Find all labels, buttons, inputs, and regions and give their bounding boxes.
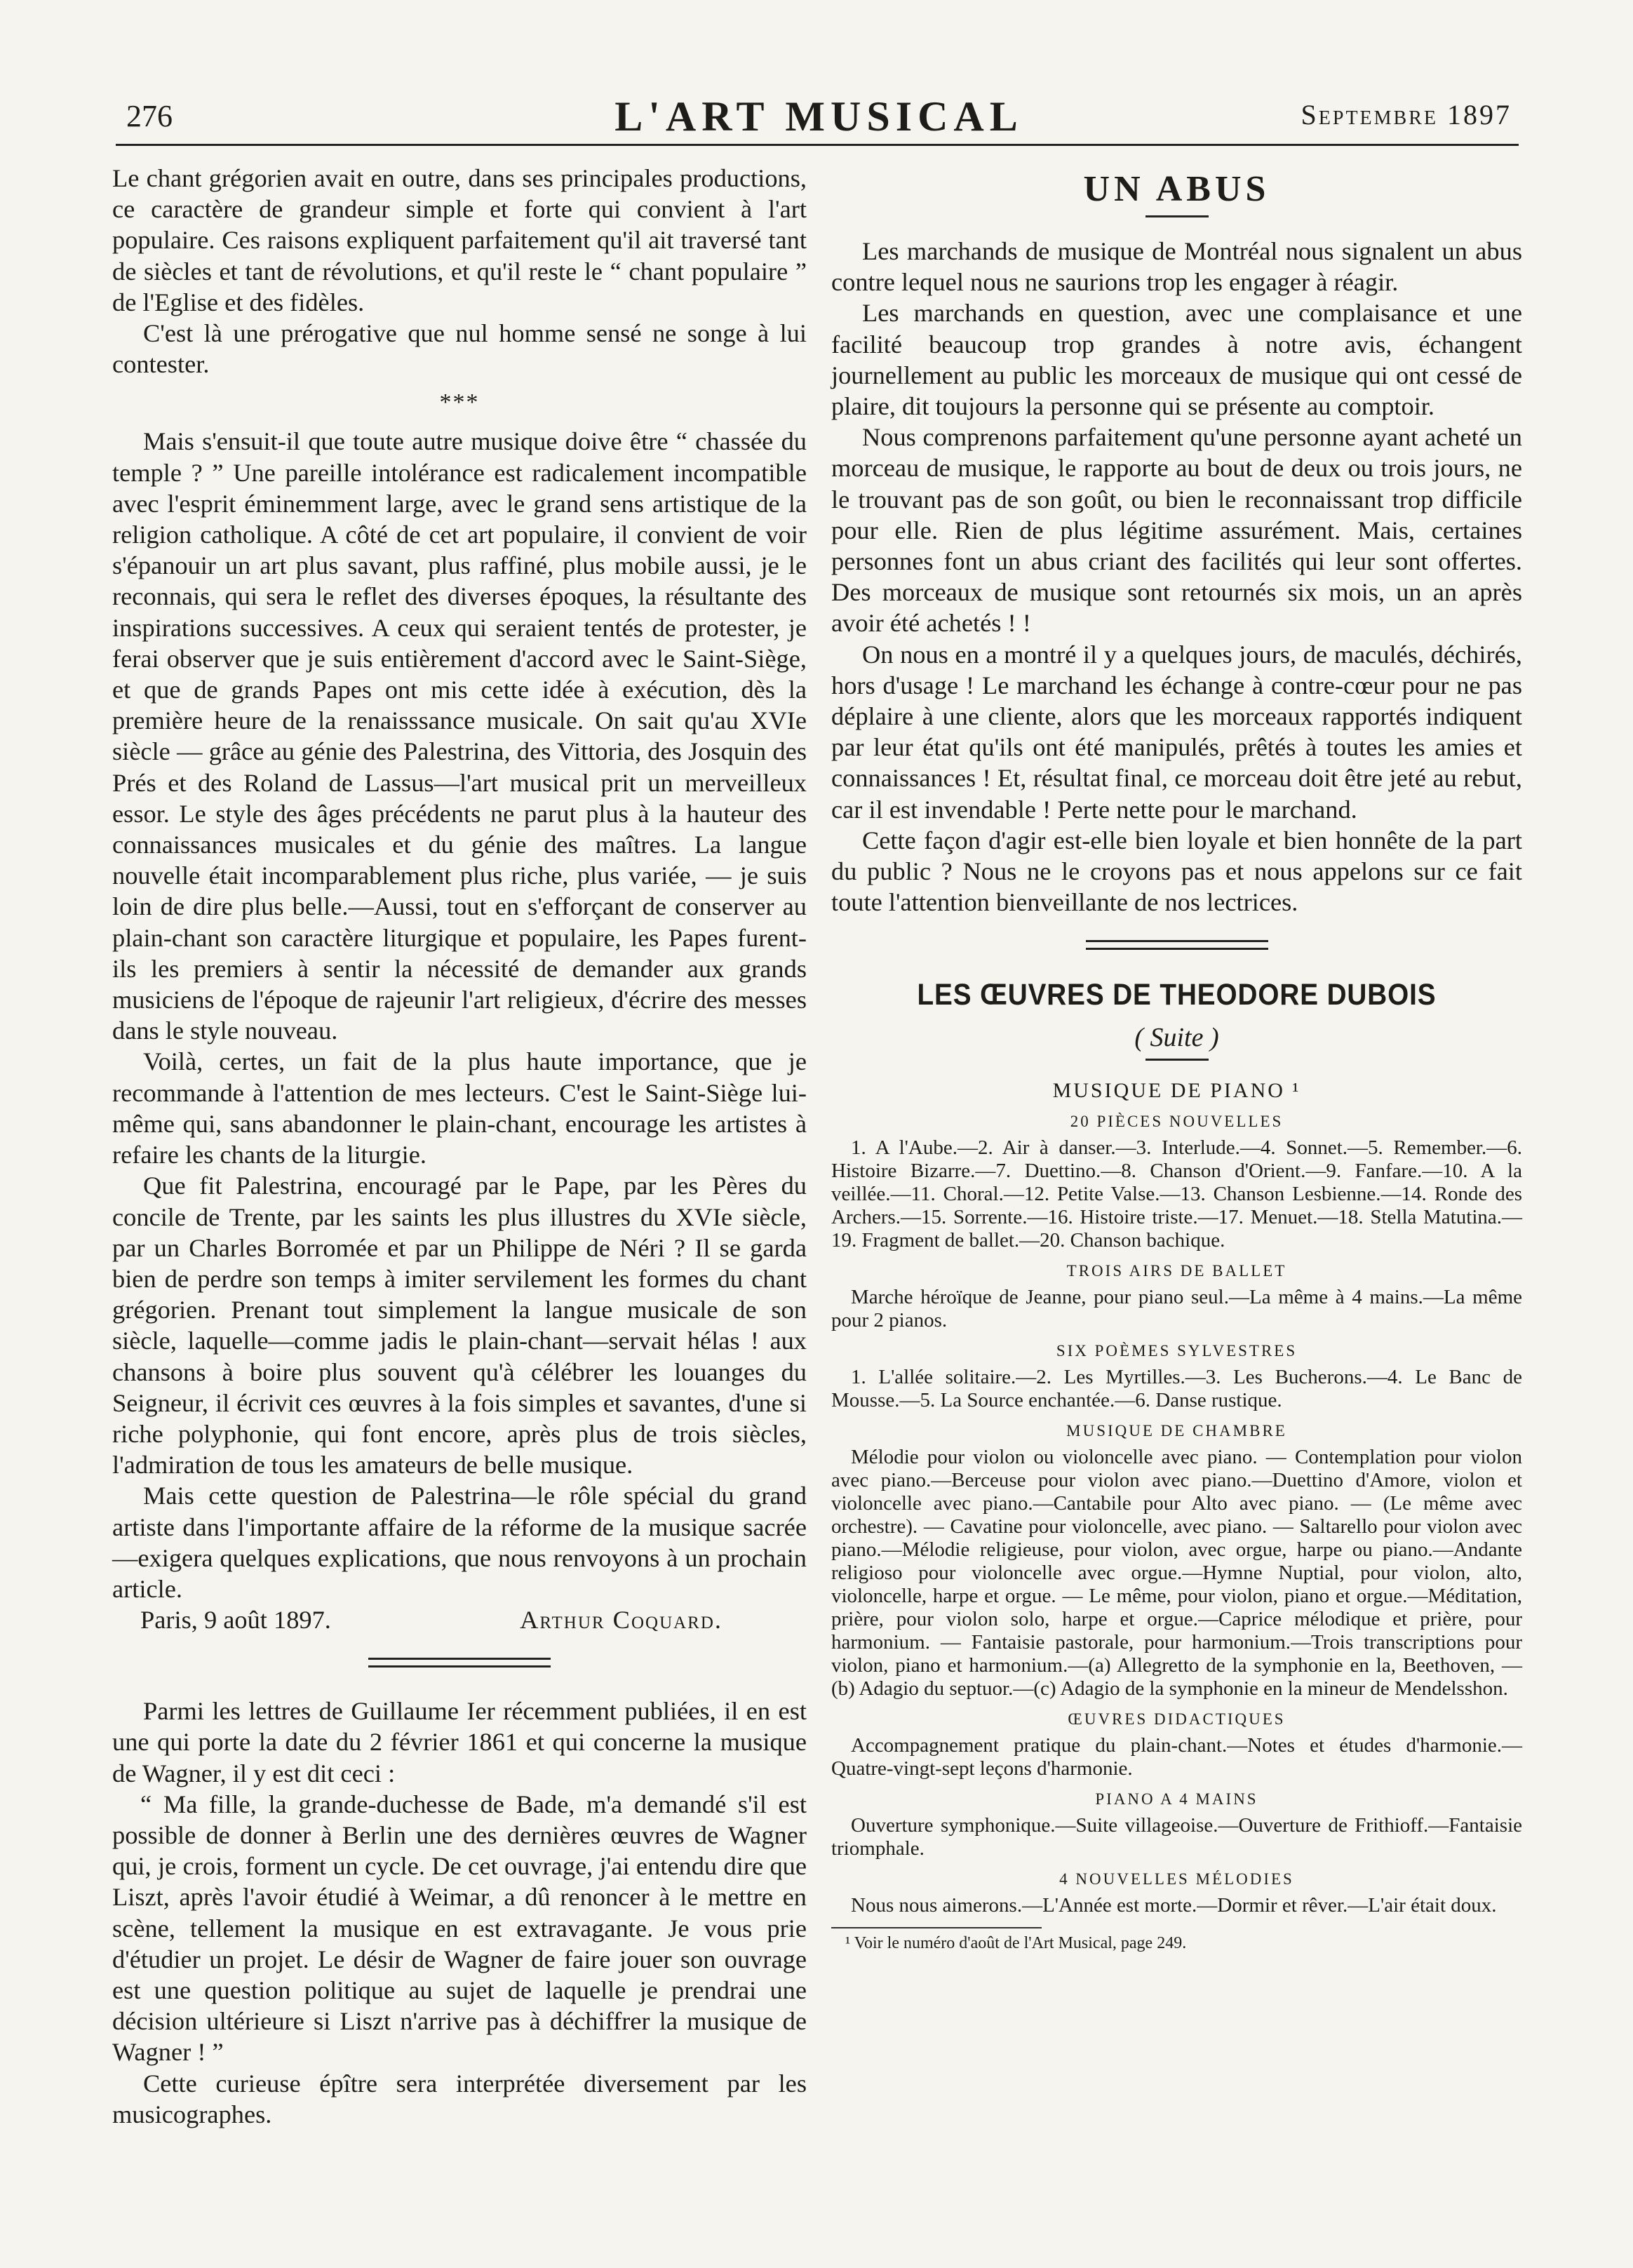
page-number: 276 xyxy=(126,99,173,133)
subcategory-heading: 4 NOUVELLES MÉLODIES xyxy=(1059,1870,1294,1888)
subcategory-heading: 20 PIÈCES NOUVELLES xyxy=(1070,1113,1284,1131)
section-divider xyxy=(368,1658,551,1668)
asterism: *** xyxy=(439,389,480,416)
paragraph: On nous en a montré il y a quelques jours, de maculés, déchirés, hors d'usage ! Le marchand les échange à contre-cœur pour ne pas déplaire à une cliente, alors que les morceaux rapportés indiquent par leur état qu'ils ont été manipulés, prêtés à toutes les amies et connaissances ! Et, résultat final, ce morceau doit être jeté au rebut, car il est invendable ! Perte nette pour le marchand. xyxy=(831,640,1522,824)
section-divider xyxy=(1086,940,1268,950)
works-list: Nous nous aimerons.—L'Année est morte.—Dormir et rêver.—L'air était doux. xyxy=(851,1894,1497,1917)
paragraph: Le chant grégorien avait en outre, dans ses principales productions, ce caractère de grandeur simple et forte qui convient à l'art populaire. Ces raisons expliquent parfaitement qu'il ait traversé tant de siècles et tant de révolutions, et qu'il reste le “ chant populaire ” de l'Eglise et des fidèles. xyxy=(112,164,807,316)
subcategory-heading: ŒUVRES DIDACTIQUES xyxy=(1068,1710,1286,1729)
signature-place-date: Paris, 9 août 1897. xyxy=(140,1606,331,1635)
paragraph: Cette curieuse épître sera interprétée diversement par les musicographes. xyxy=(112,2069,807,2128)
works-list: Marche héroïque de Jeanne, pour piano seul.—La même à 4 mains.—La même pour 2 pianos. xyxy=(831,1286,1522,1332)
quoted-letter: “ Ma fille, la grande-duchesse de Bade, m'a demandé s'il est possible de donner à Berlin une des dernières œuvres de Wagner qui, je crois, forment un cycle. De cet ouvrage, j'ai entendu dire que Liszt, après l'avoir étudié à Weimar, a dû renoncer à le mettre en scène, tellement la musique en est extravagante. Je vous prie d'étudier un projet. Le désir de Wagner de faire jouer son ouvrage est une question politique au sujet de laquelle je prendrai une décision ultérieure si Liszt n'arrive pas à déchiffrer la musique de Wagner ! ” xyxy=(112,1790,807,2067)
article-title: UN ABUS xyxy=(1083,169,1270,209)
journal-title: L'ART MUSICAL xyxy=(614,93,1023,140)
paragraph: Nous comprenons parfaitement qu'une personne ayant acheté un morceau de musique, le rapporte au bout de deux ou trois jours, ne le trouvant pas de son goût, ou bien le reconnaissant trop difficile pour elle. Rien de plus légitime assurément. Mais, certaines personnes font un abus criant des facilités qui leur sont offertes. Des morceaux de musique sont retournés six mois, un an après avoir été achetés ! ! xyxy=(831,423,1522,638)
paragraph: C'est là une prérogative que nul homme sensé ne songe à lui contester. xyxy=(112,319,807,379)
works-list: 1. L'allée solitaire.—2. Les Myrtilles.—3. Les Bucherons.—4. Le Banc de Mousse.—5. La Source enchantée.—6. Danse rustique. xyxy=(831,1366,1522,1412)
subcategory-heading: MUSIQUE DE CHAMBRE xyxy=(1066,1422,1287,1440)
paragraph: Voilà, certes, un fait de la plus haute importance, que je recommande à l'attention de mes lecteurs. C'est le Saint-Siège lui-même qui, sans abandonner le plain-chant, encourage les artistes à refaire les chants de la liturgie. xyxy=(112,1047,807,1169)
paragraph: Les marchands en question, avec une complaisance et une facilité beaucoup trop grandes à notre avis, échangent journellement au public les morceaux de musique qui ont cessé de plaire, dit toujours la personne qui se présente au comptoir. xyxy=(831,299,1522,421)
category-heading: MUSIQUE DE PIANO ¹ xyxy=(1052,1079,1301,1103)
footnote: ¹ Voir le numéro d'août de l'Art Musical, page 249. xyxy=(845,1934,1187,1953)
subcategory-heading: SIX POÈMES SYLVESTRES xyxy=(1056,1342,1298,1360)
works-list: 1. A l'Aube.—2. Air à danser.—3. Interlude.—4. Sonnet.—5. Remember.—6. Histoire Bizarre.—7. Duettino.—8. Chanson d'Orient.—9. Fanfare.—10. A la veillée.—11. Choral.—12. Petite Valse.—13. Chanson Lesbienne.—14. Ronde des Archers.—15. Sorrente.—16. Histoire triste.—17. Menuet.—18. Stella Matutina.—19. Fragment de ballet.—20. Chanson bachique. xyxy=(831,1136,1522,1252)
subcategory-heading: TROIS AIRS DE BALLET xyxy=(1066,1262,1287,1280)
title-rule xyxy=(1145,215,1209,217)
paragraph: Mais s'ensuit-il que toute autre musique doive être “ chassée du temple ? ” Une pareille intolérance est radicalement incompatible avec l'esprit éminemment large, avec le grand sens artistique de la religion catholique. A côté de cet art populaire, il convient de voir s'épanouir un art plus savant, plus raffiné, plus mobile aussi, je le reconnais, qui sera le reflet des diverses époques, la résultante des inspirations successives. A ceux qui seraient tentés de protester, je ferai observer que je suis entièrement d'accord avec le Saint-Siège, et que de grands Papes ont mis cette idée à exécution, dès la première heure de la renaisssance musicale. On sait qu'au XVIe siècle — grâce au génie des Palestrina, des Vittoria, des Josquin des Prés et des Roland de Lassus—l'art musical prit un merveilleux essor. Le style des âges précédents ne parut plus à la hauteur des connaissances musicales et du génie des maîtres. La langue nouvelle était incomparablement plus riche, plus variée, — je suis loin de dire plus belle.—Aussi, tout en s'efforçant de conserver au plain-chant son caractère liturgique et populaire, les Papes furent-ils les premiers à sentir la nécessité de demander aux grands musiciens de l'époque de rajeunir l'art religieux, d'écrire des messes dans le style nouveau. xyxy=(112,427,807,1045)
paragraph: Cette façon d'agir est-elle bien loyale et bien honnête de la part du public ? Nous ne le croyons pas et nous appelons sur ce fait toute l'attention bienveillante de nos lectrices. xyxy=(831,826,1522,917)
paragraph: Que fit Palestrina, encouragé par le Pape, par les Pères du concile de Trente, par les saints les plus illustres du XVIe siècle, par un Charles Borromée et par un Philippe de Néri ? Il se garda bien de perdre son temps à imiter servilement les formes du chant grégorien. Prenant tout simplement la langue musicale de son siècle, laquelle—comme jadis le plain-chant—servait hélas ! aux chansons à boire plus souvent qu'à célébrer les louanges du Seigneur, il écrivit ces œuvres à la fois simples et savantes, d'une si riche polyphonie, qui font encore, après plus de trois siècles, l'admiration de tous les amateurs de belle musique. xyxy=(112,1172,807,1479)
paragraph: Les marchands de musique de Montréal nous signalent un abus contre lequel nous ne saurions trop les engager à réagir. xyxy=(831,237,1522,297)
works-list: Ouverture symphonique.—Suite villageoise.—Ouverture de Frithioff.—Fantaisie triomphale. xyxy=(831,1814,1522,1860)
works-list: Mélodie pour violon ou violoncelle avec piano. — Contemplation pour violon avec piano.—Berceuse pour violon avec piano.—Duettino d'Amore, violon et violoncelle avec piano.—Cantabile pour Alto avec piano. — (Le même avec orchestre). — Cavatine pour violoncelle, avec piano. — Saltarello pour violon avec piano.—Mélodie religieuse, pour violon, avec orgue, harpe ou piano.—Andante religioso pour violoncelle avec orgue.—Hymne Nuptial, pour violon, alto, violoncelle, harpe et orgue. — Le même, pour violon, piano et orgue.—Méditation, prière, pour violon solo, harpe et orgue.—Caprice mélodique et prière, pour harmonium. — Fantaisie pastorale, pour harmonium.—Trois transcriptions pour violon, piano et harmonium.—(a) Allegretto de la symphonie en la, Beethoven, —(b) Adagio du septuor.—(c) Adagio de la symphonie en la mineur de Mendelsshon. xyxy=(831,1446,1522,1700)
works-list: Accompagnement pratique du plain-chant.—Notes et études d'harmonie.—Quatre-vingt-sept leçons d'harmonie. xyxy=(831,1734,1522,1780)
footnote-rule xyxy=(831,1927,1042,1928)
section-title: LES ŒUVRES DE THEODORE DUBOIS xyxy=(917,978,1437,1012)
right-column xyxy=(831,163,1522,1954)
left-column xyxy=(112,163,807,2130)
subcategory-heading: PIANO A 4 MAINS xyxy=(1095,1790,1258,1809)
paragraph: Mais cette question de Palestrina—le rôle spécial du grand artiste dans l'importante affaire de la réforme de la musique sacrée—exigera quelques explications, que nous renvoyons à un prochain article. xyxy=(112,1482,807,1603)
signature-author: Arthur Coquard. xyxy=(520,1606,723,1635)
title-rule xyxy=(1145,1059,1209,1061)
page-header xyxy=(126,93,1512,140)
header-rule xyxy=(116,144,1519,146)
section-subtitle: ( Suite ) xyxy=(1134,1023,1219,1053)
paragraph: Parmi les lettres de Guillaume Ier récemment publiées, il en est une qui porte la date du 2 février 1861 et qui concerne la musique de Wagner, il y est dit ceci : xyxy=(112,1697,807,1787)
issue-date: Septembre 1897 xyxy=(1301,99,1512,130)
signature-line xyxy=(112,1604,807,1635)
